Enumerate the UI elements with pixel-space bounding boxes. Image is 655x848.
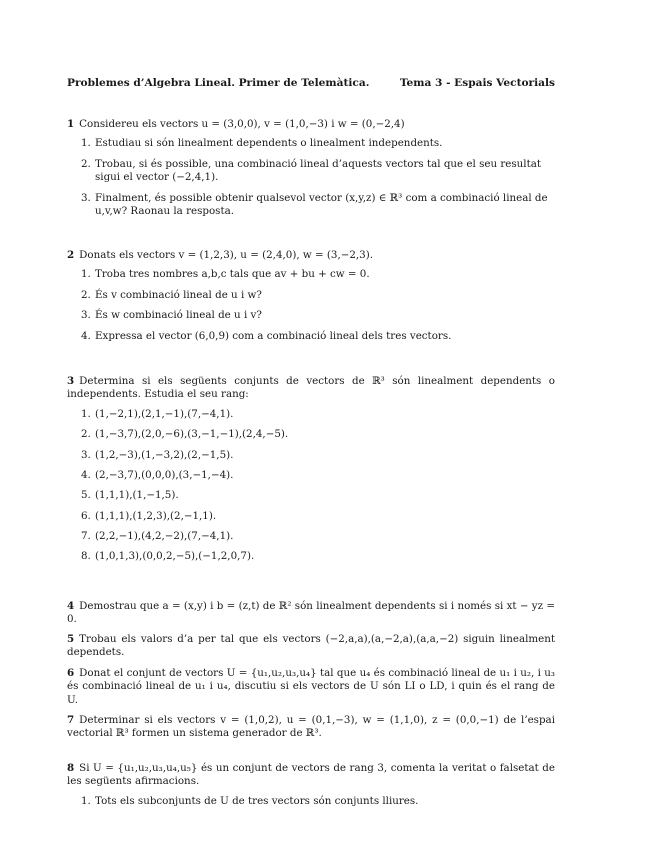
- problem-statement: Trobau els valors d’a per tal que els vectors (−2,a,a),(a,−2,a),(a,a,−2) siguin linealment dependets.: [67, 633, 555, 659]
- list-item: 3. És w combinació lineal de u i v?: [81, 309, 262, 322]
- problem-statement: Donat el conjunt de vectors U = {u₁,u₂,u₃,u₄} tal que u₄ és combinació lineal de u₁ i u₂, i u₃ és combinació lineal de u₁ i u₄, discutiu si els vectors de U són LI o LD, i quin és el rang de U.: [67, 667, 555, 706]
- problem-statement: Demostrau que a = (x,y) i b = (z,t) de ℝ² són linealment dependents si i només si xt − yz = 0.: [67, 600, 555, 626]
- list-item: 5. (1,1,1),(1,−1,5).: [81, 489, 179, 502]
- problem-7: [67, 714, 555, 741]
- problem-5: [67, 633, 555, 660]
- problem-statement: Determina si els següents conjunts de vectors de ℝ³ són linealment dependents o independents. Estudia el seu rang:: [67, 375, 555, 401]
- list-item: 1. (1,−2,1),(2,1,−1),(7,−4,1).: [81, 407, 234, 420]
- problem-number: 5: [67, 633, 75, 645]
- problem-6: [67, 667, 555, 707]
- problem-statement: Donats els vectors v = (1,2,3), u = (2,4,0), w = (3,−2,3).: [79, 249, 374, 261]
- problem-number: 2: [67, 249, 75, 261]
- problem-8: [67, 762, 555, 808]
- problem-statement: Determinar si els vectors v = (1,0,2), u = (0,1,−3), w = (1,1,0), z = (0,0,−1) de l’espai vectorial ℝ³ formen un sistema generador de ℝ³.: [67, 714, 555, 740]
- problem-number: 4: [67, 600, 75, 612]
- problem-1: [67, 118, 555, 218]
- problem-number: 3: [67, 375, 75, 387]
- problem-4: [67, 600, 555, 627]
- problem-statement: Si U = {u₁,u₂,u₃,u₄,u₅} és un conjunt de vectors de rang 3, comenta la veritat o falsetat de les següents afirmacions.: [67, 762, 555, 788]
- list-item: 2. És v combinació lineal de u i w?: [81, 288, 262, 301]
- list-item: 8. (1,0,1,3),(0,0,2,−5),(−1,2,0,7).: [81, 550, 255, 563]
- list-item: 4. (2,−3,7),(0,0,0),(3,−1,−4).: [81, 468, 234, 481]
- problem-number: 1: [67, 118, 75, 130]
- list-item: 3. Finalment, és possible obtenir qualsevol vector (x,y,z) ∈ ℝ³ com a combinació lineal de u,v,w? Raonau la resposta.: [81, 191, 548, 217]
- list-item: 2. Trobau, si és possible, una combinació lineal d’aquests vectors tal que el seu resultat sigui el vector (−2,4,1).: [81, 157, 541, 184]
- list-item: 6. (1,1,1),(1,2,3),(2,−1,1).: [81, 509, 217, 522]
- list-item: 7. (2,2,−1),(4,2,−2),(7,−4,1).: [81, 530, 234, 542]
- problem-2: [67, 249, 555, 343]
- problem-number: 6: [67, 667, 75, 679]
- list-item: 1. Tots els subconjunts de U de tres vectors són conjunts lliures.: [81, 794, 419, 807]
- problem-statement: Considereu els vectors u = (3,0,0), v = (1,0,−3) i w = (0,−2,4): [79, 118, 405, 130]
- list-item: 2. (1,−3,7),(2,0,−6),(3,−1,−1),(2,4,−5).: [81, 428, 289, 441]
- course-title: Problemes d’Algebra Lineal. Primer de Telemàtica.: [67, 77, 370, 89]
- list-item: 1. Troba tres nombres a,b,c tals que av + bu + cw = 0.: [81, 268, 370, 281]
- list-item: 1. Estudiau si són linealment dependents o linealment independents.: [81, 137, 443, 150]
- list-item: 3. (1,2,−3),(1,−3,2),(2,−1,5).: [81, 448, 234, 461]
- topic-title: Tema 3 - Espais Vectorials: [399, 77, 555, 89]
- problem-number: 7: [67, 714, 75, 726]
- problem-number: 8: [67, 762, 75, 774]
- problem-3: [67, 375, 555, 564]
- list-item: 4. Expressa el vector (6,0,9) com a combinació lineal dels tres vectors.: [81, 329, 452, 342]
